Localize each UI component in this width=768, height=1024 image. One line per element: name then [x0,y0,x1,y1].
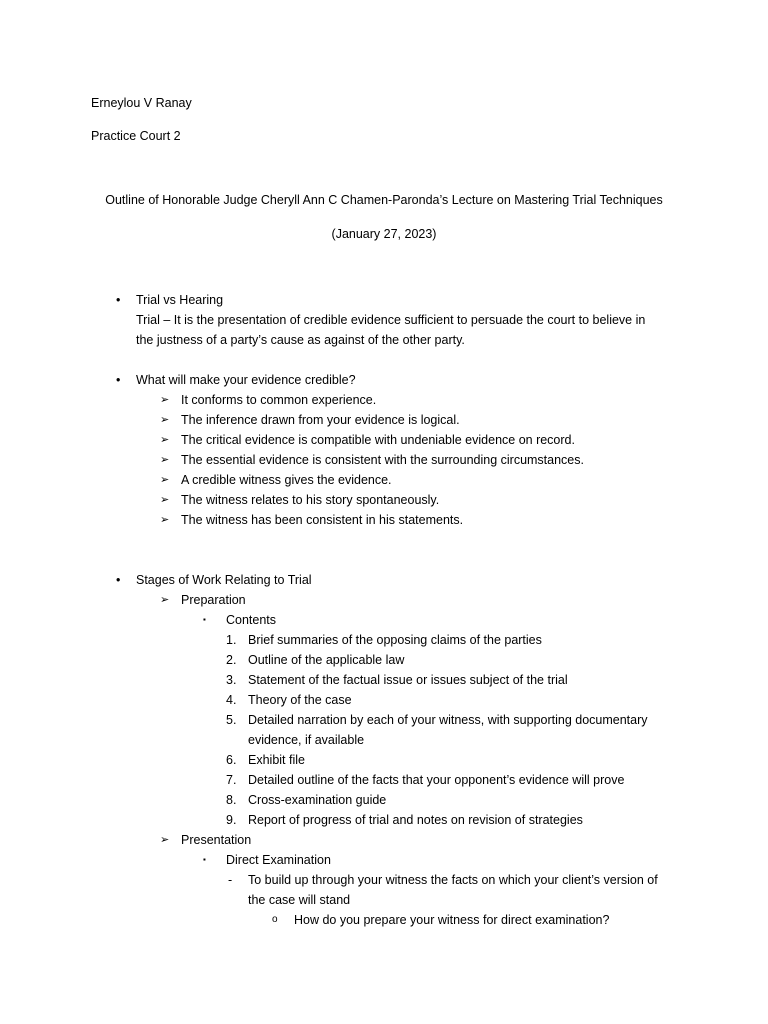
bullet-icon: • [116,293,121,307]
dash-bullet-icon: - [228,873,233,887]
arrow-bullet-icon: ➢ [160,834,170,846]
list-number: 6. [226,753,237,767]
bullet-icon: • [116,573,121,587]
arrow-bullet-icon: ➢ [160,514,170,526]
section-heading-credible-evidence: What will make your evidence credible? [136,373,356,387]
arrow-bullet-icon: ➢ [160,494,170,506]
square-bullet-icon: ▪ [203,855,206,864]
list-number: 8. [226,793,237,807]
section-heading-trial-vs-hearing: Trial vs Hearing [136,293,224,307]
list-number: 9. [226,813,237,827]
list-item: Cross-examination guide [248,793,387,807]
list-item: The witness relates to his story spontaneously. [181,493,440,507]
list-item: It conforms to common experience. [181,393,377,407]
arrow-bullet-icon: ➢ [160,394,170,406]
subheading-preparation: Preparation [181,593,246,607]
list-item: Outline of the applicable law [248,653,405,667]
trial-definition-line-2: the justness of a party’s cause as against of the other party. [136,333,465,347]
document-date: (January 27, 2023) [331,227,437,241]
subheading-presentation: Presentation [181,833,252,847]
course-name: Practice Court 2 [91,129,181,143]
list-number: 2. [226,653,237,667]
bullet-icon: • [116,373,121,387]
arrow-bullet-icon: ➢ [160,414,170,426]
list-item: The critical evidence is compatible with undeniable evidence on record. [181,433,575,447]
list-item: Brief summaries of the opposing claims of the parties [248,633,542,647]
list-item: Statement of the factual issue or issues subject of the trial [248,673,568,687]
list-item: Detailed outline of the facts that your opponent’s evidence will prove [248,773,625,787]
list-number: 5. [226,713,237,727]
list-item: A credible witness gives the evidence. [181,473,392,487]
arrow-bullet-icon: ➢ [160,474,170,486]
list-item: Report of progress of trial and notes on revision of strategies [248,813,583,827]
section-heading-stages: Stages of Work Relating to Trial [136,573,312,587]
list-number: 3. [226,673,237,687]
arrow-bullet-icon: ➢ [160,454,170,466]
list-number: 1. [226,633,237,647]
direct-purpose-line-1: To build up through your witness the facts on which your client’s version of [248,873,658,887]
list-item: The witness has been consistent in his statements. [181,513,464,527]
square-bullet-icon: ▪ [203,615,206,624]
arrow-bullet-icon: ➢ [160,434,170,446]
circle-bullet-icon: o [272,914,278,925]
author-name: Erneylou V Ranay [91,96,192,110]
document-title: Outline of Honorable Judge Cheryll Ann C Chamen-Paronda’s Lecture on Mastering Trial Techniques [105,193,663,207]
arrow-bullet-icon: ➢ [160,594,170,606]
direct-examination-label: Direct Examination [226,853,331,867]
list-item: The inference drawn from your evidence is logical. [181,413,460,427]
trial-definition-line-1: Trial – It is the presentation of credible evidence sufficient to persuade the court to believe in [136,313,646,327]
direct-question: How do you prepare your witness for direct examination? [294,913,610,927]
list-item: Theory of the case [248,693,352,707]
contents-label: Contents [226,613,277,627]
list-number: 7. [226,773,237,787]
list-item: Exhibit file [248,753,305,767]
list-number: 4. [226,693,237,707]
direct-purpose-line-2: the case will stand [248,893,351,907]
list-item: Detailed narration by each of your witness, with supporting documentary [248,713,648,727]
list-item: The essential evidence is consistent with the surrounding circumstances. [181,453,584,467]
list-item-continuation: evidence, if available [248,733,365,747]
